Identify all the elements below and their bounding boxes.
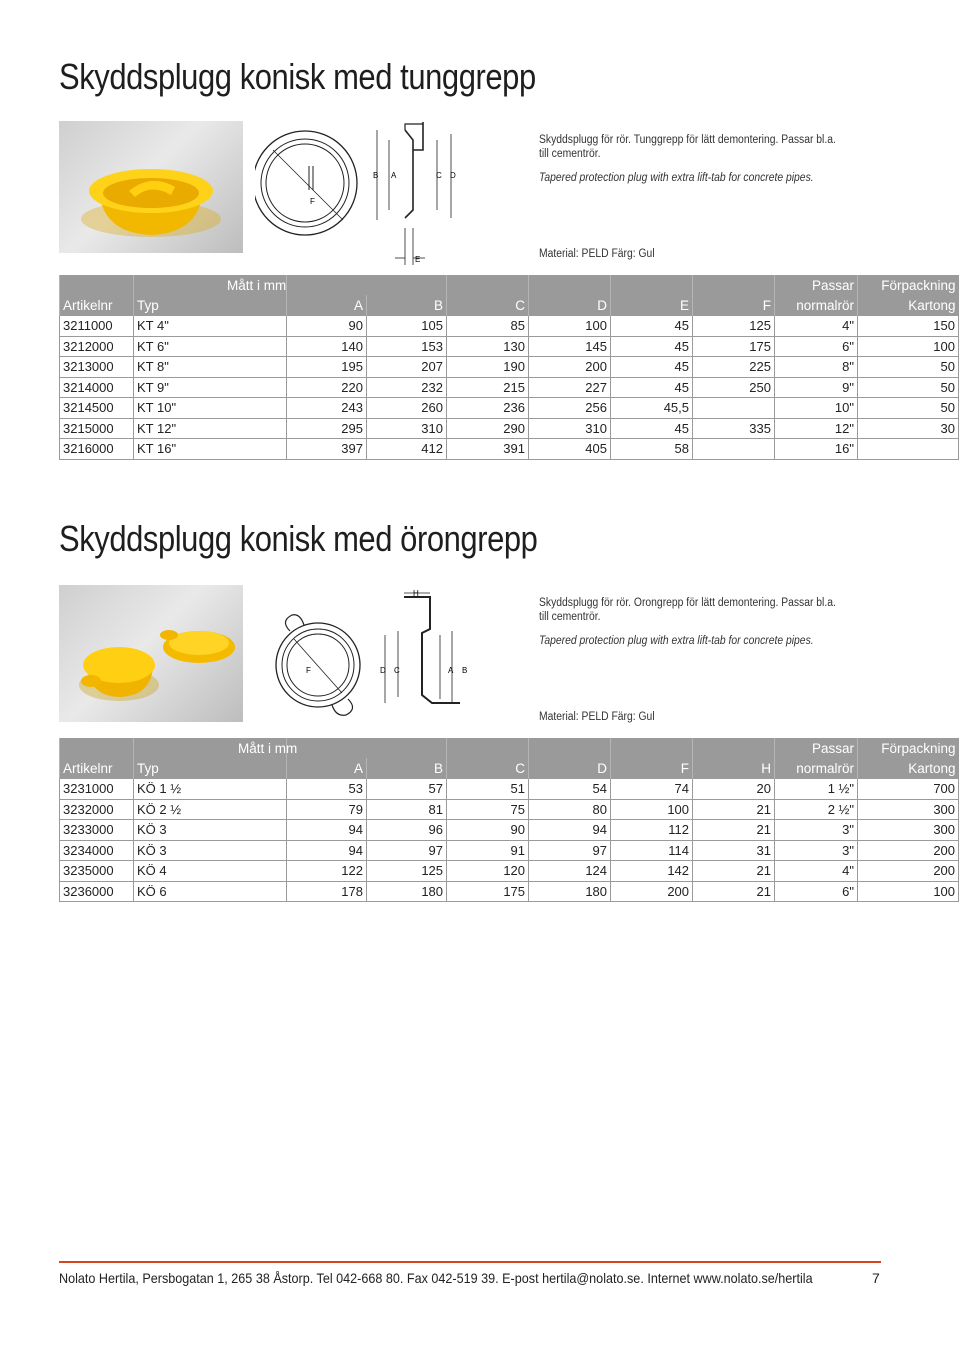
technical-drawing-orongrepp xyxy=(270,585,480,735)
table-cell: 97 xyxy=(367,840,447,861)
table-cell: KT 16" xyxy=(134,439,287,460)
table-cell: 50 xyxy=(858,377,959,398)
table-cell: 227 xyxy=(529,377,611,398)
section2-title: Skyddsplugg konisk med örongrepp xyxy=(59,518,538,559)
table-cell: 175 xyxy=(693,336,775,357)
table-row xyxy=(60,336,959,357)
table-cell: 97 xyxy=(529,840,611,861)
table-cell: 112 xyxy=(611,820,693,841)
table-cell: 94 xyxy=(287,820,367,841)
table-cell: 140 xyxy=(287,336,367,357)
col-c-2: C xyxy=(447,758,529,779)
table-cell: 100 xyxy=(611,799,693,820)
table-cell: KT 9" xyxy=(134,377,287,398)
col-e: E xyxy=(611,295,693,316)
table-cell: 4" xyxy=(775,316,858,337)
table-cell: 3236000 xyxy=(60,881,134,902)
table-cell: 195 xyxy=(287,357,367,378)
table-cell: 45 xyxy=(611,336,693,357)
table-cell: 74 xyxy=(611,779,693,800)
table-cell: KÖ 6 xyxy=(134,881,287,902)
diagram-label-H: H xyxy=(413,589,419,598)
table-cell: 6" xyxy=(775,881,858,902)
col-h-2: H xyxy=(693,758,775,779)
table-cell: 3235000 xyxy=(60,861,134,882)
table-cell: 3233000 xyxy=(60,820,134,841)
section2-desc-sv: Skyddsplugg för rör. Örongrepp för lätt demontering. Passar bl.a. till cementrör. xyxy=(539,597,836,623)
page-number: 7 xyxy=(872,1270,880,1286)
table-cell: KT 10" xyxy=(134,398,287,419)
header-passar-2: Passar xyxy=(775,738,858,758)
table-cell: 54 xyxy=(529,779,611,800)
section2-material: Material: PELD Färg: Gul xyxy=(539,711,655,723)
table-cell: 125 xyxy=(693,316,775,337)
table-cell: 45 xyxy=(611,418,693,439)
table-cell: 50 xyxy=(858,357,959,378)
table-cell xyxy=(693,439,775,460)
table-cell: 310 xyxy=(529,418,611,439)
diagram-label-B: B xyxy=(373,171,379,180)
table-cell: 94 xyxy=(287,840,367,861)
table-cell: 94 xyxy=(529,820,611,841)
diagram-label-F2: F xyxy=(306,666,311,675)
table-cell: KÖ 4 xyxy=(134,861,287,882)
col-d-2: D xyxy=(529,758,611,779)
table-cell: 290 xyxy=(447,418,529,439)
table-cell: 3215000 xyxy=(60,418,134,439)
diagram-label-C2: C xyxy=(394,666,400,675)
table-cell: 90 xyxy=(287,316,367,337)
product-photo-tunggrepp xyxy=(59,121,243,253)
table-cell: 51 xyxy=(447,779,529,800)
table-cell: 175 xyxy=(447,881,529,902)
table-cell: 12" xyxy=(775,418,858,439)
table-cell: 190 xyxy=(447,357,529,378)
table-cell: 75 xyxy=(447,799,529,820)
table-cell: 3" xyxy=(775,840,858,861)
table-cell: KT 4" xyxy=(134,316,287,337)
table-cell: 250 xyxy=(693,377,775,398)
table-cell: 215 xyxy=(447,377,529,398)
table-cell: 58 xyxy=(611,439,693,460)
table-cell: 3214000 xyxy=(60,377,134,398)
table-cell: 45 xyxy=(611,316,693,337)
table-cell: 335 xyxy=(693,418,775,439)
table-row xyxy=(60,357,959,378)
table-cell: 295 xyxy=(287,418,367,439)
col-normalror: normalrör xyxy=(775,295,858,316)
table-cell xyxy=(693,398,775,419)
table-cell: 124 xyxy=(529,861,611,882)
table-cell: 45 xyxy=(611,357,693,378)
table-cell: 125 xyxy=(367,861,447,882)
diagram-label-D2: D xyxy=(380,666,386,675)
diagram-label-A: A xyxy=(391,171,397,180)
table-cell: 220 xyxy=(287,377,367,398)
table-cell: 232 xyxy=(367,377,447,398)
table-row xyxy=(60,439,959,460)
col-f-2: F xyxy=(611,758,693,779)
table-cell: KÖ 3 xyxy=(134,840,287,861)
col-typ: Typ xyxy=(134,295,287,316)
table-cell: 21 xyxy=(693,861,775,882)
table-cell: 225 xyxy=(693,357,775,378)
table-cell: 3212000 xyxy=(60,336,134,357)
section1-description xyxy=(539,133,845,195)
table-cell: 256 xyxy=(529,398,611,419)
table-cell: 4" xyxy=(775,861,858,882)
col-artikelnr: Artikelnr xyxy=(60,295,134,316)
table-cell: 3234000 xyxy=(60,840,134,861)
header-forpackning-2: Förpackning xyxy=(858,738,959,758)
spec-table-orongrepp xyxy=(59,738,959,902)
diagram-label-D: D xyxy=(450,171,456,180)
col-b: B xyxy=(367,295,447,316)
table-cell: 300 xyxy=(858,799,959,820)
table-cell: 130 xyxy=(447,336,529,357)
table-cell: 2 ½" xyxy=(775,799,858,820)
diagram-label-F: F xyxy=(310,197,315,206)
table-row xyxy=(60,820,959,841)
table-cell xyxy=(858,439,959,460)
table-cell: 180 xyxy=(529,881,611,902)
col-c: C xyxy=(447,295,529,316)
table-cell: 45,5 xyxy=(611,398,693,419)
table-cell: 200 xyxy=(611,881,693,902)
col-a: A xyxy=(287,295,367,316)
table-cell: 1 ½" xyxy=(775,779,858,800)
table-cell: 200 xyxy=(858,840,959,861)
table-cell: 3211000 xyxy=(60,316,134,337)
col-f: F xyxy=(693,295,775,316)
table-row xyxy=(60,799,959,820)
table-cell: 3232000 xyxy=(60,799,134,820)
table-cell: 50 xyxy=(858,398,959,419)
table-cell: KT 8" xyxy=(134,357,287,378)
table-cell: KT 6" xyxy=(134,336,287,357)
col-typ-2: Typ xyxy=(134,758,287,779)
table-cell: 120 xyxy=(447,861,529,882)
diagram-label-C: C xyxy=(436,171,442,180)
table-cell: 145 xyxy=(529,336,611,357)
table-cell: 3214500 xyxy=(60,398,134,419)
table-cell: 8" xyxy=(775,357,858,378)
table-cell: KÖ 1 ½ xyxy=(134,779,287,800)
section1-material: Material: PELD Färg: Gul xyxy=(539,248,655,260)
col-artikelnr-2: Artikelnr xyxy=(60,758,134,779)
table-cell: 105 xyxy=(367,316,447,337)
table-cell: 153 xyxy=(367,336,447,357)
table-cell: 21 xyxy=(693,881,775,902)
table-cell: 16" xyxy=(775,439,858,460)
table-row xyxy=(60,398,959,419)
table-cell: 21 xyxy=(693,820,775,841)
table-cell: 90 xyxy=(447,820,529,841)
table-cell: 122 xyxy=(287,861,367,882)
table-cell: 150 xyxy=(858,316,959,337)
table-row xyxy=(60,377,959,398)
product-photo-orongrepp xyxy=(59,585,243,722)
col-normalror-2: normalrör xyxy=(775,758,858,779)
table-cell: 91 xyxy=(447,840,529,861)
table-cell: 30 xyxy=(858,418,959,439)
table-cell: 3231000 xyxy=(60,779,134,800)
col-kartong: Kartong xyxy=(858,295,959,316)
technical-drawing-tunggrepp xyxy=(255,120,475,270)
spec-table-tunggrepp xyxy=(59,275,959,460)
table-cell: 21 xyxy=(693,799,775,820)
table-cell: 6" xyxy=(775,336,858,357)
table-cell: 31 xyxy=(693,840,775,861)
table-cell: 57 xyxy=(367,779,447,800)
table-row xyxy=(60,861,959,882)
table-cell: 100 xyxy=(858,336,959,357)
table-cell: 100 xyxy=(529,316,611,337)
header-forpackning: Förpackning xyxy=(858,275,959,295)
table-row xyxy=(60,418,959,439)
table-cell: 80 xyxy=(529,799,611,820)
table-cell: 114 xyxy=(611,840,693,861)
table-cell: 207 xyxy=(367,357,447,378)
section1-desc-sv: Skyddsplugg för rör. Tunggrepp för lätt demontering. Passar bl.a. till cementrör. xyxy=(539,134,836,160)
table-cell: KÖ 2 ½ xyxy=(134,799,287,820)
table-cell: KÖ 3 xyxy=(134,820,287,841)
table-cell: KT 12" xyxy=(134,418,287,439)
footer-text: Nolato Hertila, Persbogatan 1, 265 38 Åstorp. Tel 042-668 80. Fax 042-519 39. E-post hertila@nolato.se. Internet www.nolato.se/hertila xyxy=(59,1270,813,1286)
table-cell: 10" xyxy=(775,398,858,419)
table-cell: 310 xyxy=(367,418,447,439)
table-cell: 200 xyxy=(529,357,611,378)
table-cell: 243 xyxy=(287,398,367,419)
section1-title: Skyddsplugg konisk med tunggrepp xyxy=(59,56,536,97)
section2-desc-en: Tapered protection plug with extra lift-tab for concrete pipes. xyxy=(539,635,814,647)
table-cell: 3" xyxy=(775,820,858,841)
table-row xyxy=(60,779,959,800)
table-cell: 260 xyxy=(367,398,447,419)
table-row xyxy=(60,881,959,902)
header-matt-2: Mått i mm xyxy=(287,738,447,758)
table-cell: 45 xyxy=(611,377,693,398)
footer-divider xyxy=(59,1261,881,1263)
table-cell: 85 xyxy=(447,316,529,337)
table-cell: 142 xyxy=(611,861,693,882)
table-cell: 300 xyxy=(858,820,959,841)
table-cell: 397 xyxy=(287,439,367,460)
table-row xyxy=(60,316,959,337)
diagram-label-A2: A xyxy=(448,666,454,675)
table-cell: 79 xyxy=(287,799,367,820)
col-d: D xyxy=(529,295,611,316)
table-cell: 391 xyxy=(447,439,529,460)
table-cell: 200 xyxy=(858,861,959,882)
table-cell: 405 xyxy=(529,439,611,460)
table-cell: 3216000 xyxy=(60,439,134,460)
table-cell: 20 xyxy=(693,779,775,800)
table-cell: 236 xyxy=(447,398,529,419)
header-passar: Passar xyxy=(775,275,858,295)
col-b-2: B xyxy=(367,758,447,779)
col-a-2: A xyxy=(287,758,367,779)
table-cell: 178 xyxy=(287,881,367,902)
col-kartong-2: Kartong xyxy=(858,758,959,779)
table-cell: 180 xyxy=(367,881,447,902)
section2-description xyxy=(539,596,845,658)
table-cell: 412 xyxy=(367,439,447,460)
table-cell: 96 xyxy=(367,820,447,841)
table-cell: 700 xyxy=(858,779,959,800)
table-cell: 81 xyxy=(367,799,447,820)
section1-desc-en: Tapered protection plug with extra lift-tab for concrete pipes. xyxy=(539,172,814,184)
table-row xyxy=(60,840,959,861)
table-cell: 3213000 xyxy=(60,357,134,378)
diagram-label-E: E xyxy=(415,255,421,264)
table-cell: 9" xyxy=(775,377,858,398)
header-matt: Mått i mm xyxy=(287,275,447,295)
table-cell: 100 xyxy=(858,881,959,902)
table-cell: 53 xyxy=(287,779,367,800)
diagram-label-B2: B xyxy=(462,666,468,675)
